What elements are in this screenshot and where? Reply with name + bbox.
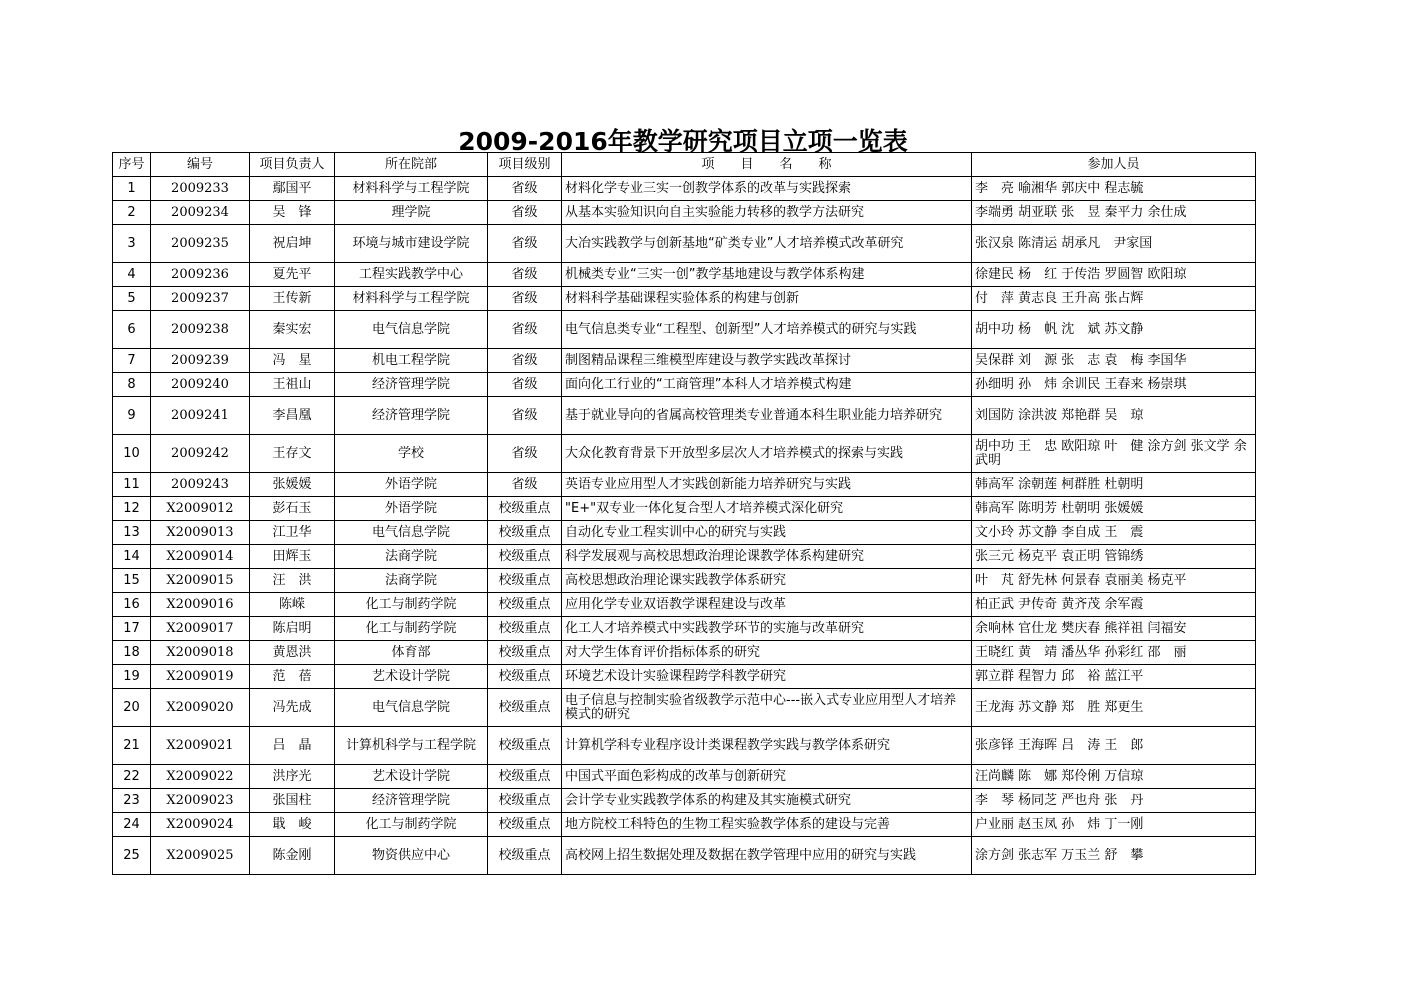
cell-members: 吴保群 刘 源 张 志 袁 梅 李国华 [972,349,1256,373]
table-row [113,373,1256,397]
cell-no: 1 [113,177,151,201]
cell-name: 面向化工行业的“工商管理”本科人才培养模式构建 [562,373,972,397]
cell-no: 2 [113,201,151,225]
cell-dept: 电气信息学院 [335,521,488,545]
cell-members: 刘国防 涂洪波 郑艳群 吴 琼 [972,397,1256,435]
cell-leader: 王传新 [250,287,335,311]
cell-code: 2009239 [151,349,250,373]
cell-name: 制图精品课程三维模型库建设与教学实践改革探讨 [562,349,972,373]
cell-name: 材料科学基础课程实验体系的构建与创新 [562,287,972,311]
table-row [113,569,1256,593]
table-row [113,765,1256,789]
cell-code: X2009019 [151,665,250,689]
cell-dept: 计算机科学与工程学院 [335,727,488,765]
cell-name: 材料化学专业三实一创教学体系的改革与实践探索 [562,177,972,201]
cell-members: 付 萍 黄志良 王升高 张占辉 [972,287,1256,311]
table-row [113,727,1256,765]
cell-no: 5 [113,287,151,311]
table-row [113,473,1256,497]
cell-members: 柏正武 尹传奇 黄齐茂 余军霞 [972,593,1256,617]
cell-name: 大冶实践教学与创新基地“矿类专业”人才培养模式改革研究 [562,225,972,263]
cell-leader: 鄢国平 [250,177,335,201]
cell-code: X2009017 [151,617,250,641]
cell-dept: 经济管理学院 [335,373,488,397]
cell-no: 19 [113,665,151,689]
cell-name: 会计学专业实践教学体系的构建及其实施模式研究 [562,789,972,813]
cell-code: X2009012 [151,497,250,521]
cell-code: 2009243 [151,473,250,497]
cell-dept: 材料科学与工程学院 [335,177,488,201]
cell-level: 省级 [488,435,562,473]
cell-code: X2009022 [151,765,250,789]
cell-dept: 机电工程学院 [335,349,488,373]
cell-leader: 陈启明 [250,617,335,641]
table-row [113,641,1256,665]
cell-members: 叶 芃 舒先林 何景春 袁丽美 杨克平 [972,569,1256,593]
cell-leader: 王存文 [250,435,335,473]
cell-members: 徐建民 杨 红 于传浩 罗圆智 欧阳琼 [972,263,1256,287]
cell-no: 12 [113,497,151,521]
cell-level: 校级重点 [488,837,562,875]
cell-members: 王晓红 黄 靖 潘丛华 孙彩红 邵 丽 [972,641,1256,665]
cell-leader: 吴 锋 [250,201,335,225]
cell-leader: 洪序光 [250,765,335,789]
cell-name: 高校网上招生数据处理及数据在教学管理中应用的研究与实践 [562,837,972,875]
cell-leader: 夏先平 [250,263,335,287]
cell-level: 校级重点 [488,497,562,521]
cell-no: 6 [113,311,151,349]
cell-members: 张彦铎 王海晖 吕 涛 王 郎 [972,727,1256,765]
table-row [113,177,1256,201]
cell-dept: 法商学院 [335,545,488,569]
table-body [113,177,1256,875]
cell-no: 21 [113,727,151,765]
cell-no: 11 [113,473,151,497]
cell-leader: 张媛媛 [250,473,335,497]
cell-no: 23 [113,789,151,813]
cell-level: 省级 [488,177,562,201]
cell-name: 中国式平面色彩构成的改革与创新研究 [562,765,972,789]
cell-name: 大众化教育背景下开放型多层次人才培养模式的探索与实践 [562,435,972,473]
cell-dept: 经济管理学院 [335,397,488,435]
cell-leader: 吕 晶 [250,727,335,765]
header-code: 编号 [151,153,250,177]
header-members: 参加人员 [972,153,1256,177]
table-row [113,349,1256,373]
cell-members: 韩高军 涂朝莲 柯群胜 杜朝明 [972,473,1256,497]
table-row [113,287,1256,311]
table-row [113,397,1256,435]
cell-dept: 外语学院 [335,473,488,497]
cell-name: 英语专业应用型人才实践创新能力培养研究与实践 [562,473,972,497]
cell-leader: 王祖山 [250,373,335,397]
cell-name: 高校思想政治理论课实践教学体系研究 [562,569,972,593]
table-header-row [113,153,1256,177]
table-row [113,813,1256,837]
cell-members: 郭立群 程智力 邱 裕 蓝江平 [972,665,1256,689]
cell-level: 校级重点 [488,521,562,545]
cell-level: 省级 [488,311,562,349]
cell-leader: 范 蓓 [250,665,335,689]
cell-name: 基于就业导向的省属高校管理类专业普通本科生职业能力培养研究 [562,397,972,435]
cell-level: 校级重点 [488,569,562,593]
cell-dept: 艺术设计学院 [335,665,488,689]
cell-code: X2009014 [151,545,250,569]
cell-no: 9 [113,397,151,435]
cell-code: X2009020 [151,689,250,727]
header-no: 序号 [113,153,151,177]
table-row [113,665,1256,689]
cell-code: 2009240 [151,373,250,397]
table-row [113,545,1256,569]
cell-dept: 电气信息学院 [335,311,488,349]
cell-code: X2009021 [151,727,250,765]
cell-code: X2009025 [151,837,250,875]
cell-members: 韩高军 陈明芳 杜朝明 张媛媛 [972,497,1256,521]
cell-code: 2009241 [151,397,250,435]
cell-no: 14 [113,545,151,569]
cell-members: 文小玲 苏文静 李自成 王 震 [972,521,1256,545]
cell-code: 2009235 [151,225,250,263]
cell-name: 机械类专业“三实一创”教学基地建设与教学体系构建 [562,263,972,287]
project-table [112,152,1256,875]
cell-dept: 工程实践教学中心 [335,263,488,287]
header-level: 项目级别 [488,153,562,177]
page-title: 2009-2016年教学研究项目立项一览表 [458,127,908,156]
cell-members: 汪尚麟 陈 娜 郑伶俐 万信琼 [972,765,1256,789]
cell-members: 胡中功 杨 帆 沈 斌 苏文静 [972,311,1256,349]
cell-dept: 物资供应中心 [335,837,488,875]
cell-leader: 冯先成 [250,689,335,727]
cell-level: 省级 [488,373,562,397]
cell-code: 2009236 [151,263,250,287]
cell-dept: 环境与城市建设学院 [335,225,488,263]
cell-members: 涂方剑 张志军 万玉兰 舒 攀 [972,837,1256,875]
table-row [113,617,1256,641]
cell-level: 省级 [488,263,562,287]
cell-no: 16 [113,593,151,617]
cell-code: X2009016 [151,593,250,617]
cell-dept: 法商学院 [335,569,488,593]
cell-level: 校级重点 [488,593,562,617]
cell-leader: 彭石玉 [250,497,335,521]
header-name: 项 目 名 称 [562,153,972,177]
table-row [113,689,1256,727]
cell-level: 校级重点 [488,765,562,789]
table-row [113,837,1256,875]
cell-no: 8 [113,373,151,397]
cell-members: 孙细明 孙 炜 余训民 王春来 杨崇琪 [972,373,1256,397]
header-dept: 所在院部 [335,153,488,177]
cell-leader: 陈嵘 [250,593,335,617]
cell-dept: 经济管理学院 [335,789,488,813]
cell-members: 李 琴 杨同芝 严也舟 张 丹 [972,789,1256,813]
cell-level: 省级 [488,473,562,497]
cell-leader: 秦实宏 [250,311,335,349]
cell-dept: 学校 [335,435,488,473]
table-row [113,593,1256,617]
cell-members: 张汉泉 陈清运 胡承凡 尹家国 [972,225,1256,263]
cell-members: 张三元 杨克平 袁正明 管锦绣 [972,545,1256,569]
cell-level: 校级重点 [488,545,562,569]
table-row [113,497,1256,521]
table-row [113,225,1256,263]
cell-leader: 祝启坤 [250,225,335,263]
cell-level: 省级 [488,397,562,435]
cell-name: 科学发展观与高校思想政治理论课教学体系构建研究 [562,545,972,569]
cell-code: X2009018 [151,641,250,665]
cell-leader: 江卫华 [250,521,335,545]
cell-dept: 材料科学与工程学院 [335,287,488,311]
cell-dept: 体育部 [335,641,488,665]
cell-leader: 李昌凰 [250,397,335,435]
cell-level: 省级 [488,225,562,263]
cell-no: 24 [113,813,151,837]
cell-name: 电气信息类专业“工程型、创新型”人才培养模式的研究与实践 [562,311,972,349]
cell-code: X2009013 [151,521,250,545]
cell-level: 校级重点 [488,665,562,689]
cell-dept: 理学院 [335,201,488,225]
cell-leader: 田辉玉 [250,545,335,569]
cell-members: 李 亮 喻湘华 郭庆中 程志毓 [972,177,1256,201]
cell-level: 省级 [488,349,562,373]
cell-name: 从基本实验知识向自主实验能力转移的教学方法研究 [562,201,972,225]
cell-no: 3 [113,225,151,263]
cell-name: 环境艺术设计实验课程跨学科教学研究 [562,665,972,689]
header-leader: 项目负责人 [250,153,335,177]
cell-level: 省级 [488,201,562,225]
cell-leader: 冯 星 [250,349,335,373]
cell-name: 电子信息与控制实验省级教学示范中心---嵌入式专业应用型人才培养模式的研究 [562,689,972,727]
cell-dept: 化工与制药学院 [335,617,488,641]
cell-no: 18 [113,641,151,665]
cell-level: 校级重点 [488,789,562,813]
cell-code: X2009015 [151,569,250,593]
cell-leader: 戢 峻 [250,813,335,837]
cell-level: 校级重点 [488,617,562,641]
cell-name: "E+"双专业一体化复合型人才培养模式深化研究 [562,497,972,521]
cell-code: 2009234 [151,201,250,225]
cell-no: 13 [113,521,151,545]
cell-dept: 化工与制药学院 [335,593,488,617]
cell-no: 25 [113,837,151,875]
cell-name: 地方院校工科特色的生物工程实验教学体系的建设与完善 [562,813,972,837]
cell-level: 校级重点 [488,727,562,765]
cell-level: 校级重点 [488,689,562,727]
cell-name: 化工人才培养模式中实践教学环节的实施与改革研究 [562,617,972,641]
table-row [113,311,1256,349]
cell-members: 李端勇 胡亚联 张 昱 秦平力 余仕成 [972,201,1256,225]
cell-leader: 张国柱 [250,789,335,813]
cell-code: X2009023 [151,789,250,813]
cell-dept: 化工与制药学院 [335,813,488,837]
cell-name: 对大学生体育评价指标体系的研究 [562,641,972,665]
cell-code: X2009024 [151,813,250,837]
cell-code: 2009242 [151,435,250,473]
cell-dept: 电气信息学院 [335,689,488,727]
cell-leader: 陈金刚 [250,837,335,875]
table-row [113,521,1256,545]
table-row [113,201,1256,225]
cell-leader: 黄恩洪 [250,641,335,665]
cell-level: 省级 [488,287,562,311]
cell-dept: 外语学院 [335,497,488,521]
cell-name: 计算机学科专业程序设计类课程教学实践与教学体系研究 [562,727,972,765]
cell-members: 户业丽 赵玉凤 孙 炜 丁一刚 [972,813,1256,837]
cell-code: 2009238 [151,311,250,349]
cell-members: 余响林 官仕龙 樊庆春 熊祥祖 闫福安 [972,617,1256,641]
cell-members: 胡中功 王 忠 欧阳琼 叶 健 涂方剑 张文学 余武明 [972,435,1256,473]
cell-name: 应用化学专业双语教学课程建设与改革 [562,593,972,617]
cell-code: 2009237 [151,287,250,311]
cell-no: 10 [113,435,151,473]
cell-code: 2009233 [151,177,250,201]
cell-no: 22 [113,765,151,789]
cell-no: 17 [113,617,151,641]
cell-no: 20 [113,689,151,727]
cell-level: 校级重点 [488,813,562,837]
table-row [113,789,1256,813]
table-row [113,263,1256,287]
cell-no: 7 [113,349,151,373]
cell-dept: 艺术设计学院 [335,765,488,789]
table-row [113,435,1256,473]
cell-name: 自动化专业工程实训中心的研究与实践 [562,521,972,545]
cell-leader: 汪 洪 [250,569,335,593]
cell-members: 王龙海 苏文静 郑 胜 郑更生 [972,689,1256,727]
cell-no: 4 [113,263,151,287]
cell-level: 校级重点 [488,641,562,665]
cell-no: 15 [113,569,151,593]
